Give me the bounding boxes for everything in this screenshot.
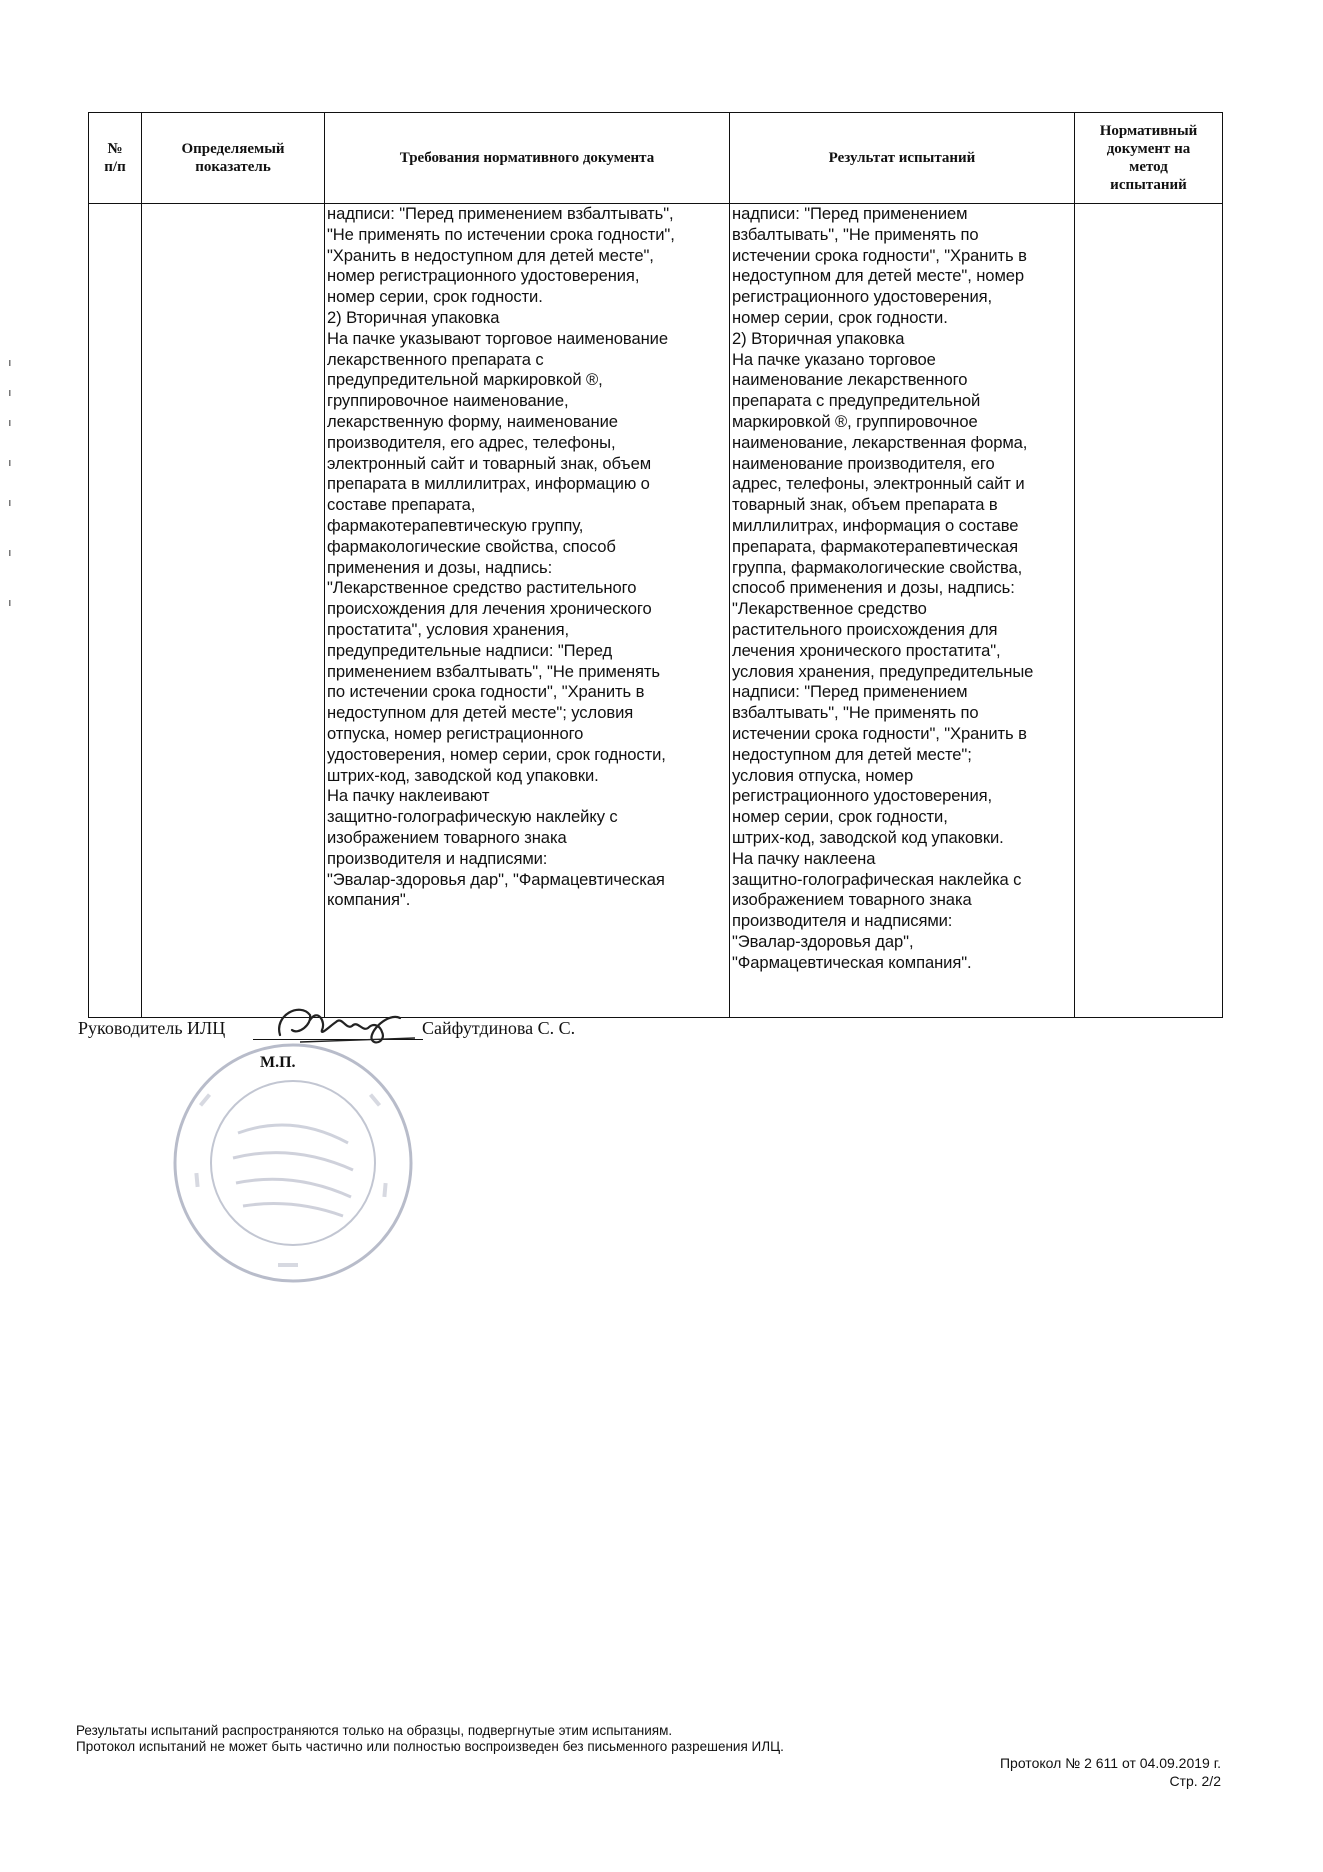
results-table xyxy=(88,112,1223,1018)
seal-label: М.П. xyxy=(260,1054,296,1071)
handwritten-signature xyxy=(270,990,420,1052)
manager-name: Сайфутдинова С. С. xyxy=(422,1018,576,1038)
scan-margin-marks xyxy=(8,360,12,620)
footnote-2: Протокол испытаний не может быть частично или полностью воспроизведен без письменного разрешения ИЛЦ. xyxy=(76,1739,784,1754)
protocol-info xyxy=(1000,1754,1221,1790)
protocol-number: Протокол № 2 611 от 04.09.2019 г. xyxy=(999,1755,1221,1771)
manager-role: Руководитель ИЛЦ xyxy=(78,1018,226,1038)
cell-indicator xyxy=(142,204,325,1018)
cell-method xyxy=(1075,204,1223,1018)
table-header-row xyxy=(89,113,1223,204)
cell-result xyxy=(730,204,1075,1018)
header-indicator: Определяемый показатель xyxy=(142,113,325,204)
requirements-text: надписи: "Перед применением взбалтывать", "Не применять по истечении срока годности", "Хранить в недоступном для детей месте", номер регистрационного удостоверения, номер серии, срок годности. 2) Вторичная упаковка На пачке указывают торговое наименование лекарственного препарата с предупредительной маркировкой ®, группировочное наименование, лекарственную форму, наименование производителя, его адрес, телефоны, электронный сайт и товарный знак, объем препарата в миллилитрах, информацию о составе препарата, фармакотерапевтическую группу, фармакологические свойства, способ применения и дозы, надпись: "Лекарственное средство растительного происхождения для лечения хронического простатита", условия хранения, предупредительные надписи: "Перед применением взбалтывать", "Не применять по истечении срока годности", "Хранить в недоступном для детей месте"; условия отпуска, номер регистрационного удостоверения, номер серии, срок годности, штрих-код, заводской код упаковки. На пачку наклеивают защитно-голографическую наклейку с изображением товарного знака производителя и надписями: "Эвалар-здоровья дар", "Фармацевтическая компания". xyxy=(327,204,675,910)
header-result: Результат испытаний xyxy=(730,113,1075,204)
cell-requirements xyxy=(325,204,730,1018)
seal-stamp xyxy=(168,1038,418,1288)
table-row xyxy=(89,204,1223,1018)
cell-num xyxy=(89,204,142,1018)
header-method: Нормативный документ на метод испытаний xyxy=(1075,113,1223,204)
result-text: надписи: "Перед применением взбалтывать", "Не применять по истечении срока годности", "Хранить в недоступном для детей месте", номер регистрационного удостоверения, номер серии, срок годности. 2) Вторичная упаковка На пачке указано торговое наименование лекарственного препарата с предупредительной маркировкой ®, группировочное наименование, лекарственная форма, наименование производителя, его адрес, телефоны, электронный сайт и товарный знак, объем препарата в миллилитрах, информация о составе препарата, фармакотерапевтическая группа, фармакологические свойства, способ применения и дозы, надпись: "Лекарственное средство растительного происхождения для лечения хронического простатита", условия хранения, предупредительные надписи: "Перед применением взбалтывать", "Не применять по истечении срока годности", "Хранить в недоступном для детей месте"; условия отпуска, номер регистрационного удостоверения, номер серии, срок годности, штрих-код, заводской код упаковки. На пачку наклеена защитно-голографическая наклейка с изображением товарного знака производителя и надписями: "Эвалар-здоровья дар", "Фармацевтическая компания". xyxy=(732,204,1034,972)
footnote-1: Результаты испытаний распространяются только на образцы, подвергнутые этим испытаниям. xyxy=(76,1723,673,1738)
page-number: Стр. 2/2 xyxy=(1169,1773,1221,1789)
header-requirements: Требования нормативного документа xyxy=(325,113,730,204)
header-num: № п/п xyxy=(89,113,142,204)
